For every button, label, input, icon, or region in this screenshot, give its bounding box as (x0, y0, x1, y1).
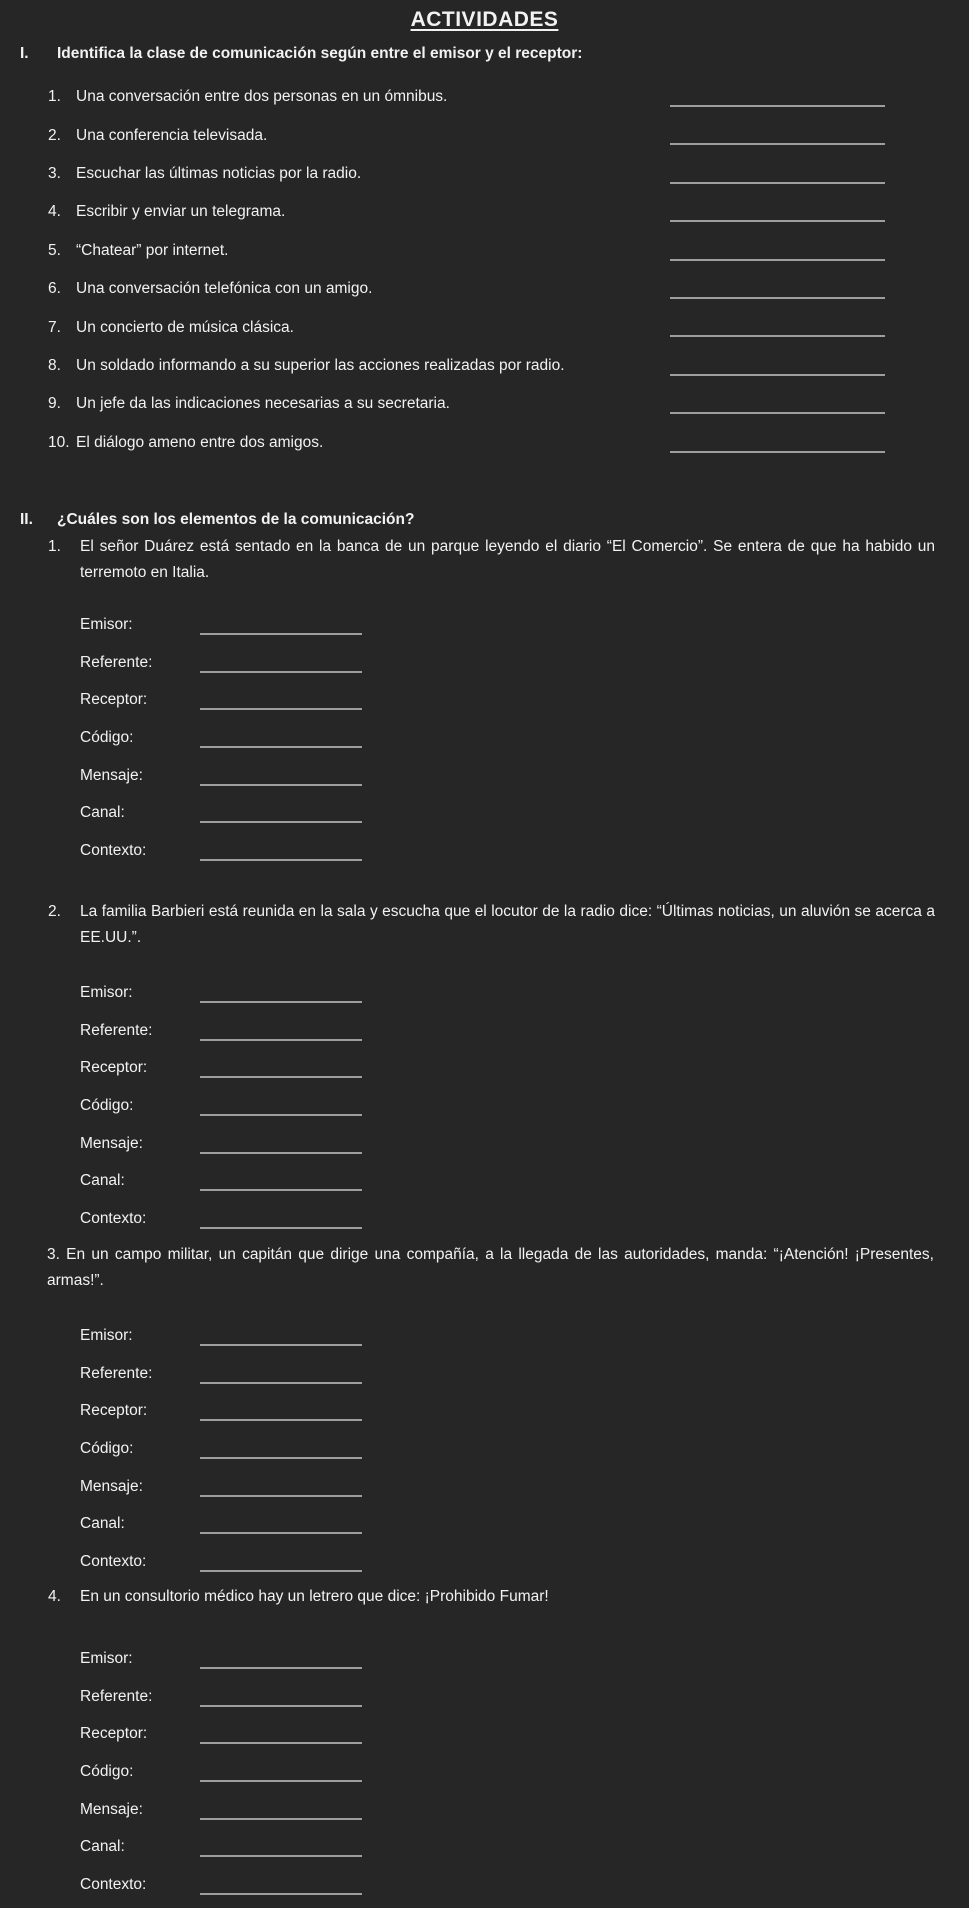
list-item (48, 193, 938, 231)
scenario-number: 3. (47, 1246, 60, 1263)
field-label: Contexto: (80, 1552, 147, 1570)
field-row (80, 1012, 390, 1050)
field-label: Referente: (80, 1687, 153, 1705)
field-label: Receptor: (80, 1402, 148, 1420)
item-text: Una conferencia televisada. (76, 126, 268, 144)
item-number: 3. (48, 164, 61, 182)
field-blank-line (200, 671, 362, 673)
field-label: Receptor: (80, 691, 148, 709)
item-text: Escuchar las últimas noticias por la radio. (76, 164, 362, 182)
answer-blank-line (670, 297, 885, 299)
field-row (80, 794, 390, 832)
field-label: Referente: (80, 653, 153, 671)
field-blank-line (200, 1818, 362, 1820)
field-row (80, 757, 390, 795)
answer-blank-line (670, 220, 885, 222)
list-item (48, 270, 938, 308)
item-number: 7. (48, 318, 61, 336)
field-blank-line (200, 746, 362, 748)
field-blank-line (200, 1114, 362, 1116)
field-blank-line (200, 1419, 362, 1421)
field-row (80, 1392, 390, 1430)
field-blank-line (200, 859, 362, 861)
item-text: Una conversación entre dos personas en un ómnibus. (76, 88, 448, 106)
field-label: Código: (80, 1762, 134, 1780)
field-label: Mensaje: (80, 1477, 143, 1495)
field-row (80, 974, 390, 1012)
section-1-list (48, 78, 938, 462)
list-item (48, 232, 938, 270)
field-blank-line (200, 1742, 362, 1744)
field-label: Contexto: (80, 1209, 147, 1227)
elements-field-block (80, 1640, 390, 1904)
field-row (80, 606, 390, 644)
field-label: Emisor: (80, 1326, 133, 1344)
section-2-numeral: II. (20, 511, 33, 528)
field-blank-line (200, 1344, 362, 1346)
field-blank-line (200, 784, 362, 786)
field-row (80, 1087, 390, 1125)
field-blank-line (200, 1001, 362, 1003)
elements-field-block (80, 974, 390, 1238)
item-number: 10. (48, 433, 70, 451)
item-number: 2. (48, 126, 61, 144)
field-row (80, 1753, 390, 1791)
page-title: ACTIVIDADES (410, 8, 559, 31)
field-blank-line (200, 821, 362, 823)
field-label: Código: (80, 1096, 134, 1114)
field-blank-line (200, 1532, 362, 1534)
item-text: El diálogo ameno entre dos amigos. (76, 433, 324, 451)
scenario-paragraph (47, 1242, 934, 1294)
answer-blank-line (670, 335, 885, 337)
field-label: Código: (80, 728, 134, 746)
field-row (80, 1715, 390, 1753)
item-number: 6. (48, 280, 61, 298)
answer-blank-line (670, 412, 885, 414)
list-item (48, 385, 938, 423)
field-blank-line (200, 1039, 362, 1041)
field-row (80, 1317, 390, 1355)
field-row (80, 1543, 390, 1581)
field-label: Receptor: (80, 1725, 148, 1743)
field-label: Canal: (80, 1172, 125, 1190)
answer-blank-line (670, 374, 885, 376)
field-blank-line (200, 1382, 362, 1384)
scenario-paragraph (48, 1584, 935, 1610)
section-1-numeral: I. (20, 45, 29, 62)
field-row (80, 1640, 390, 1678)
item-text: Escribir y enviar un telegrama. (76, 203, 286, 221)
scenario-text: En un consultorio médico hay un letrero que dice: ¡Prohibido Fumar! (80, 1588, 549, 1605)
list-item (48, 78, 938, 116)
field-label: Emisor: (80, 615, 133, 633)
field-label: Mensaje: (80, 1134, 143, 1152)
field-blank-line (200, 1152, 362, 1154)
item-number: 5. (48, 241, 61, 259)
field-label: Mensaje: (80, 1800, 143, 1818)
elements-field-block (80, 606, 390, 870)
field-row (80, 1505, 390, 1543)
item-text: “Chatear” por internet. (76, 241, 229, 259)
item-text: Un concierto de música clásica. (76, 318, 294, 336)
field-label: Contexto: (80, 841, 147, 859)
item-number: 1. (48, 88, 61, 106)
answer-blank-line (670, 451, 885, 453)
field-row (80, 1468, 390, 1506)
elements-field-block (80, 1317, 390, 1581)
field-blank-line (200, 633, 362, 635)
item-number: 8. (48, 356, 61, 374)
field-row (80, 1866, 390, 1904)
item-text: Un soldado informando a su superior las acciones realizadas por radio. (76, 356, 565, 374)
answer-blank-line (670, 105, 885, 107)
field-blank-line (200, 708, 362, 710)
field-blank-line (200, 1667, 362, 1669)
field-label: Referente: (80, 1021, 153, 1039)
field-row (80, 1200, 390, 1238)
field-row (80, 644, 390, 682)
field-row (80, 1355, 390, 1393)
field-label: Código: (80, 1439, 134, 1457)
field-label: Referente: (80, 1364, 153, 1382)
field-blank-line (200, 1893, 362, 1895)
field-row (80, 1049, 390, 1087)
scenario-paragraph (48, 534, 935, 586)
field-blank-line (200, 1495, 362, 1497)
scenario-number: 4. (48, 1588, 61, 1605)
field-row (80, 1430, 390, 1468)
scenario-paragraph (48, 899, 935, 951)
field-label: Contexto: (80, 1875, 147, 1893)
field-blank-line (200, 1705, 362, 1707)
item-text: Un jefe da las indicaciones necesarias a su secretaria. (76, 395, 450, 413)
scenario-text: El señor Duárez está sentado en la banca de un parque leyendo el diario “El Comercio”. Se entera de que ha habido un terremoto en Italia. (80, 538, 935, 581)
item-number: 9. (48, 395, 61, 413)
field-row (80, 719, 390, 757)
scenario-text: La familia Barbieri está reunida en la sala y escucha que el locutor de la radio dice: “Últimas noticias, un aluvión se acerca a EE.UU.”. (80, 903, 935, 946)
field-blank-line (200, 1780, 362, 1782)
field-label: Canal: (80, 1515, 125, 1533)
field-row (80, 1678, 390, 1716)
field-blank-line (200, 1227, 362, 1229)
item-text: Una conversación telefónica con un amigo. (76, 280, 373, 298)
field-row (80, 1162, 390, 1200)
field-blank-line (200, 1457, 362, 1459)
section-2-heading: ¿Cuáles son los elementos de la comunicación? (57, 511, 415, 528)
answer-blank-line (670, 143, 885, 145)
section-1-heading: Identifica la clase de comunicación según entre el emisor y el receptor: (57, 45, 583, 62)
scenario-text: En un campo militar, un capitán que dirige una compañía, a la llegada de las autoridades, manda: “¡Atención! ¡Presentes, armas!”. (47, 1246, 934, 1289)
field-label: Receptor: (80, 1059, 148, 1077)
field-blank-line (200, 1855, 362, 1857)
scenario-number: 1. (48, 538, 61, 555)
field-blank-line (200, 1076, 362, 1078)
field-label: Emisor: (80, 983, 133, 1001)
list-item (48, 347, 938, 385)
field-label: Canal: (80, 1838, 125, 1856)
field-row (80, 681, 390, 719)
field-blank-line (200, 1189, 362, 1191)
answer-blank-line (670, 259, 885, 261)
field-label: Emisor: (80, 1649, 133, 1667)
answer-blank-line (670, 182, 885, 184)
list-item (48, 424, 938, 462)
field-row (80, 1791, 390, 1829)
field-row (80, 1828, 390, 1866)
field-row (80, 1125, 390, 1163)
field-blank-line (200, 1570, 362, 1572)
field-label: Mensaje: (80, 766, 143, 784)
list-item (48, 155, 938, 193)
list-item (48, 308, 938, 346)
field-row (80, 832, 390, 870)
scenario-number: 2. (48, 903, 61, 920)
item-number: 4. (48, 203, 61, 221)
field-label: Canal: (80, 804, 125, 822)
list-item (48, 116, 938, 154)
